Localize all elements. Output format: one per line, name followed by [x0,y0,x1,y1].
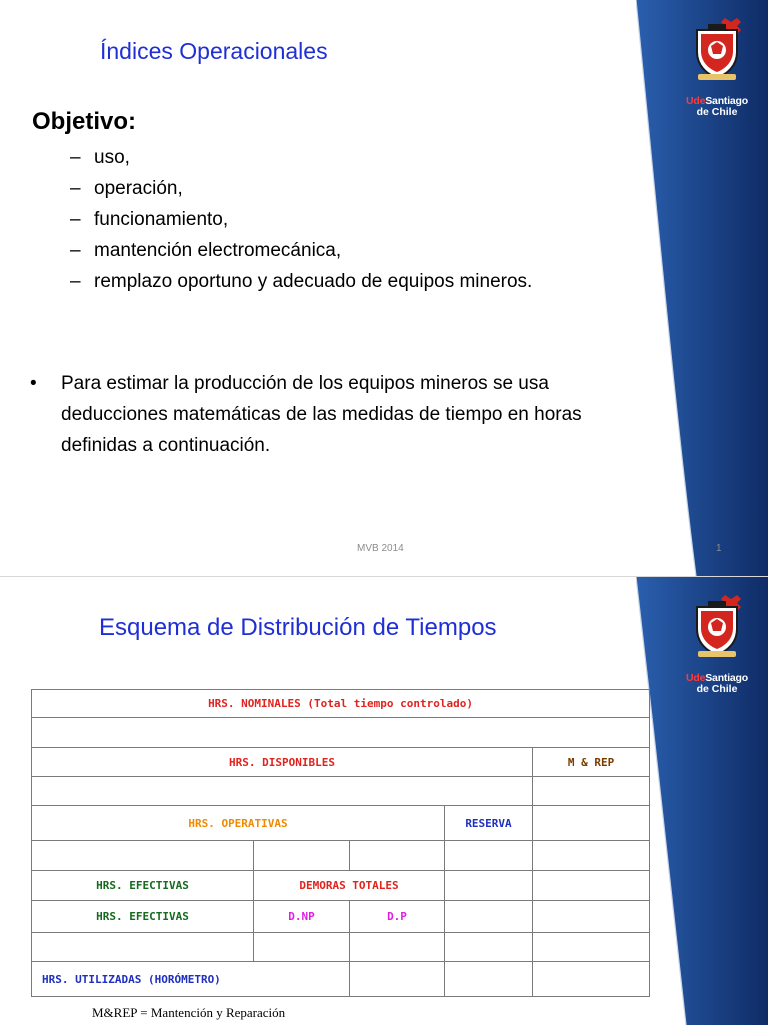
objective-heading: Objetivo: [32,108,137,135]
dnp-cell: D.NP [254,901,350,933]
empty-cell [32,841,254,871]
university-name-line2: de Chile [696,683,738,695]
university-logo [682,16,752,118]
university-name-line1: UdeSantiago [686,95,748,107]
empty-cell [254,841,350,871]
slide-title: Índices Operacionales [100,38,328,64]
time-distribution-table [31,689,650,997]
empty-cell [445,841,533,871]
list-item: – mantención electromecánica, [70,240,342,261]
list-item: – remplazo oportuno y adecuado de equipos mineros. [70,271,533,292]
empty-cell [445,962,533,997]
empty-cell [445,933,533,962]
empty-cell [533,933,650,962]
empty-cell [350,841,445,871]
total-delays-cell: DEMORAS TOTALES [254,871,445,901]
university-crest-icon [686,593,748,673]
bullet-text: Para estimar la producción de los equipos mineros se usa deducciones matemáticas de las medidas de tiempo en horas definidas a continuación. [61,373,582,456]
empty-cell [32,718,650,748]
effective-hours-cell: HRS. EFECTIVAS [32,901,254,933]
university-name-line1: UdeSantiago [686,672,748,684]
empty-cell [445,901,533,933]
university-name-line2: de Chile [696,106,738,118]
list-item: – uso, [70,147,130,168]
reserve-cell: RESERVA [445,806,533,841]
bullet-icon: • [30,373,37,394]
empty-cell [533,901,650,933]
list-item: – funcionamiento, [70,209,229,230]
empty-cell [533,962,650,997]
university-logo [682,593,752,695]
utilized-hours-cell: HRS. UTILIZADAS (HORÓMETRO) [32,962,350,997]
available-hours-cell: HRS. DISPONIBLES [32,748,533,777]
nominal-hours-cell: HRS. NOMINALES (Total tiempo controlado) [32,690,650,718]
legend-note: M&REP = Mantención y Reparación [92,1005,286,1020]
slide-title: Esquema de Distribución de Tiempos [99,614,497,641]
objective-list [70,142,532,297]
maintenance-repair-cell: M & REP [533,748,650,777]
dp-cell: D.P [350,901,445,933]
empty-cell [533,841,650,871]
empty-cell [350,962,445,997]
footer-text: MVB 2014 [357,543,404,554]
empty-cell [254,933,350,962]
empty-cell [533,777,650,806]
empty-cell [32,777,533,806]
operative-hours-cell: HRS. OPERATIVAS [32,806,445,841]
empty-cell [445,871,533,901]
empty-cell [533,806,650,841]
empty-cell [533,871,650,901]
empty-cell [350,933,445,962]
empty-cell [32,933,254,962]
page-number: 1 [716,543,722,554]
effective-hours-cell: HRS. EFECTIVAS [32,871,254,901]
list-item: – operación, [70,178,183,199]
university-crest-icon [686,16,748,96]
